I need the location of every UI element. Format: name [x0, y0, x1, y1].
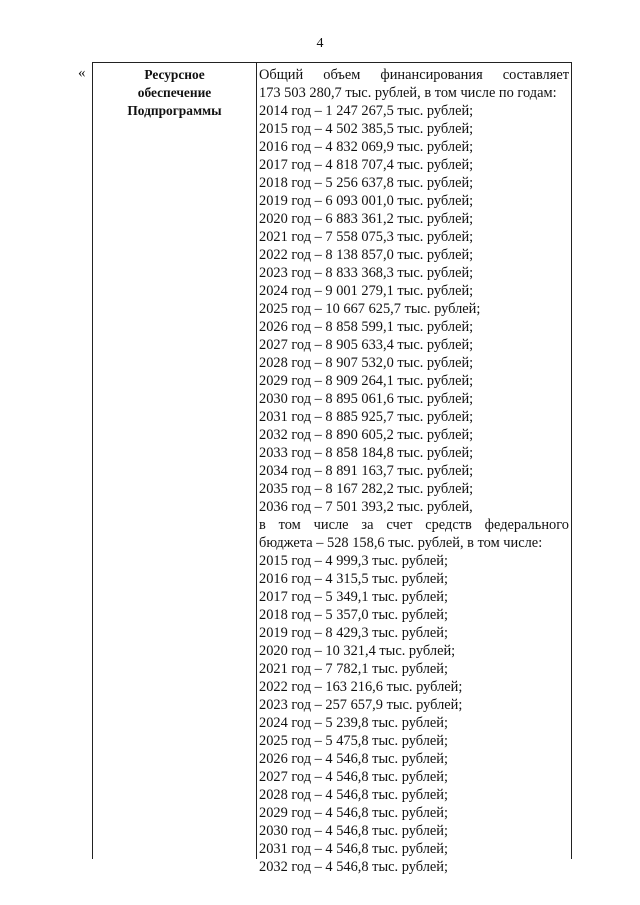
federal-year-item: 2019 год – 8 429,3 тыс. рублей;: [259, 625, 448, 641]
federal-year-item: 2031 год – 4 546,8 тыс. рублей;: [259, 841, 448, 857]
intro-total-line: 173 503 280,7 тыс. рублей, в том числе по годам:: [259, 85, 557, 101]
federal-by-year-list: [259, 552, 569, 876]
federal-year-item: 2023 год – 257 657,9 тыс. рублей;: [259, 697, 463, 713]
financing-details-cell: [259, 66, 569, 876]
federal-year-item: 2016 год – 4 315,5 тыс. рублей;: [259, 571, 448, 587]
federal-total-line: бюджета – 528 158,6 тыс. рублей, в том числе:: [259, 535, 543, 551]
total-year-item: 2025 год – 10 667 625,7 тыс. рублей;: [259, 301, 481, 317]
federal-year-item: 2030 год – 4 546,8 тыс. рублей;: [259, 823, 448, 839]
column-divider: [256, 63, 257, 859]
resource-table: [92, 62, 572, 875]
total-year-item: 2031 год – 8 885 925,7 тыс. рублей;: [259, 409, 474, 425]
row-label-line: Подпрограммы: [127, 103, 222, 118]
total-year-item: 2022 год – 8 138 857,0 тыс. рублей;: [259, 247, 474, 263]
federal-year-item: 2015 год – 4 999,3 тыс. рублей;: [259, 553, 448, 569]
total-year-item: 2035 год – 8 167 282,2 тыс. рублей;: [259, 481, 474, 497]
federal-year-item: 2024 год – 5 239,8 тыс. рублей;: [259, 715, 448, 731]
total-year-item: 2032 год – 8 890 605,2 тыс. рублей;: [259, 427, 474, 443]
federal-year-item: 2017 год – 5 349,1 тыс. рублей;: [259, 589, 448, 605]
federal-year-item: 2027 год – 4 546,8 тыс. рублей;: [259, 769, 448, 785]
total-year-item: 2028 год – 8 907 532,0 тыс. рублей;: [259, 355, 474, 371]
page-number: 4: [316, 36, 324, 51]
federal-year-item: 2026 год – 4 546,8 тыс. рублей;: [259, 751, 448, 767]
total-year-item: 2014 год – 1 247 267,5 тыс. рублей;: [259, 103, 474, 119]
total-year-item: 2027 год – 8 905 633,4 тыс. рублей;: [259, 337, 474, 353]
total-year-item: 2021 год – 7 558 075,3 тыс. рублей;: [259, 229, 474, 245]
federal-year-item: 2028 год – 4 546,8 тыс. рублей;: [259, 787, 448, 803]
total-year-item: 2017 год – 4 818 707,4 тыс. рублей;: [259, 157, 474, 173]
federal-year-item: 2021 год – 7 782,1 тыс. рублей;: [259, 661, 448, 677]
total-year-item: 2030 год – 8 895 061,6 тыс. рублей;: [259, 391, 474, 407]
total-year-item: 2024 год – 9 001 279,1 тыс. рублей;: [259, 283, 474, 299]
federal-year-item: 2020 год – 10 321,4 тыс. рублей;: [259, 643, 456, 659]
federal-year-item: 2025 год – 5 475,8 тыс. рублей;: [259, 733, 448, 749]
total-year-item: 2029 год – 8 909 264,1 тыс. рублей;: [259, 373, 474, 389]
total-year-item: 2015 год – 4 502 385,5 тыс. рублей;: [259, 121, 474, 137]
total-year-item: 2023 год – 8 833 368,3 тыс. рублей;: [259, 265, 474, 281]
federal-year-item: 2032 год – 4 546,8 тыс. рублей;: [259, 859, 448, 875]
total-year-item: 2019 год – 6 093 001,0 тыс. рублей;: [259, 193, 474, 209]
federal-year-item: 2029 год – 4 546,8 тыс. рублей;: [259, 805, 448, 821]
total-year-item: 2018 год – 5 256 637,8 тыс. рублей;: [259, 175, 474, 191]
row-label-cell: [93, 66, 256, 120]
total-year-item: 2026 год – 8 858 599,1 тыс. рублей;: [259, 319, 474, 335]
opening-quote-mark: «: [78, 65, 86, 81]
federal-year-item: 2022 год – 163 216,6 тыс. рублей;: [259, 679, 463, 695]
row-label-line: обеспечение: [137, 85, 212, 100]
total-year-item: 2036 год – 7 501 393,2 тыс. рублей,: [259, 499, 473, 515]
total-year-item: 2020 год – 6 883 361,2 тыс. рублей;: [259, 211, 474, 227]
intro-line: Общий объем финансирования составляет: [259, 67, 569, 83]
federal-intro-line: в том числе за счет средств федерального: [259, 517, 569, 533]
total-year-item: 2033 год – 8 858 184,8 тыс. рублей;: [259, 445, 474, 461]
row-label-line: Ресурсное: [144, 67, 205, 82]
total-year-item: 2016 год – 4 832 069,9 тыс. рублей;: [259, 139, 474, 155]
total-year-item: 2034 год – 8 891 163,7 тыс. рублей;: [259, 463, 474, 479]
total-by-year-list: [259, 102, 569, 516]
federal-year-item: 2018 год – 5 357,0 тыс. рублей;: [259, 607, 448, 623]
